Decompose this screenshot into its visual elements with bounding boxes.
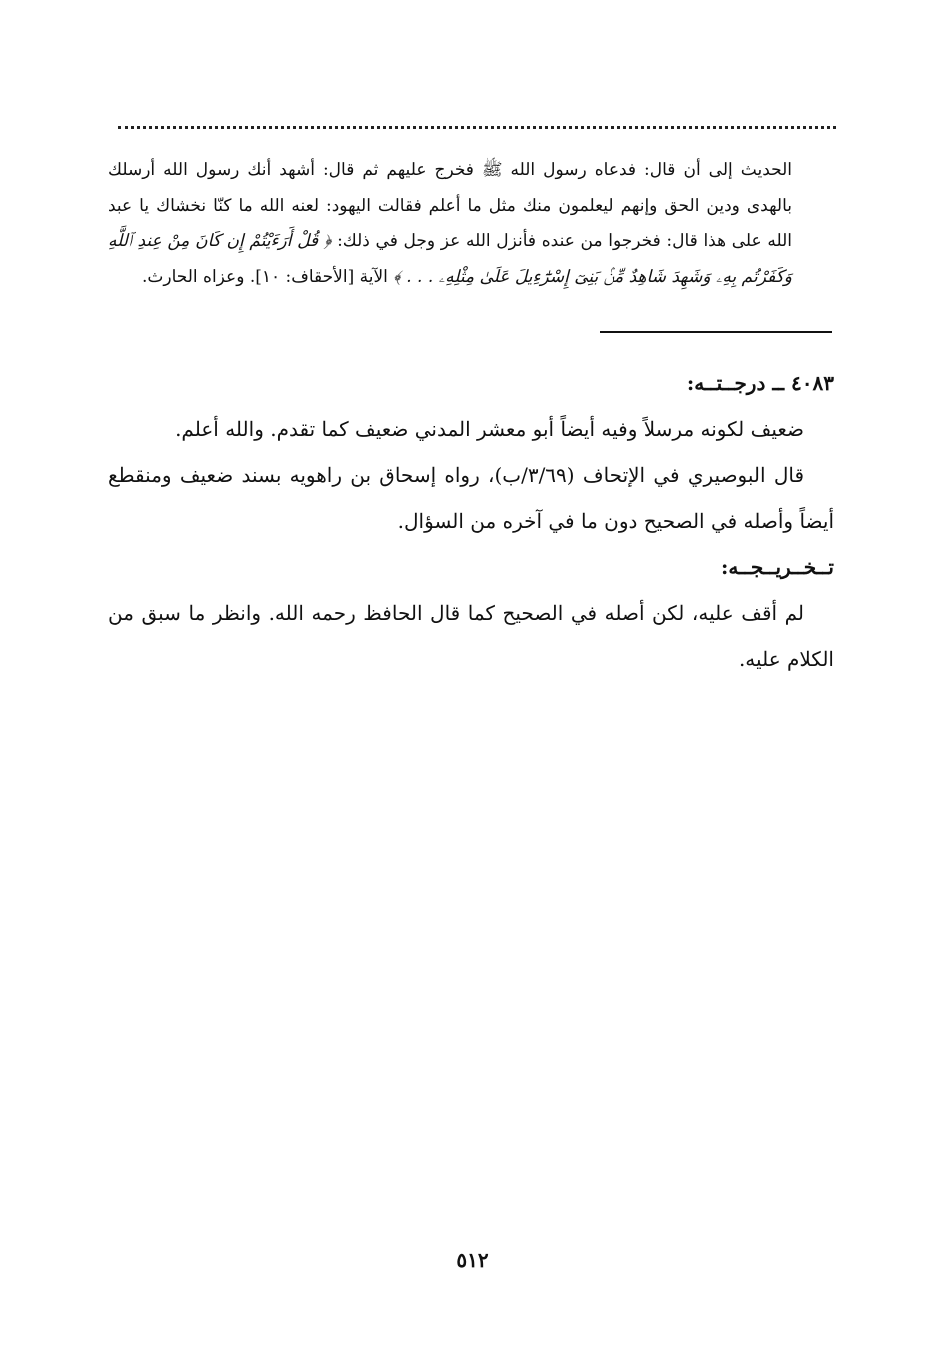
heading-dash: ــ (772, 371, 785, 395)
solid-separator (600, 331, 832, 333)
grade-heading: درجــتــه: (686, 371, 766, 395)
page-number: ٥١٢ (456, 1248, 489, 1272)
quran-verse: ﴿ قُلْ أَرَءَيْتُمْ إِن كَانَ مِنْ عِندِ ٱللَّهِ وَكَفَرْتُم بِهِۦ وَشَهِدَ شَاهِدٌ مِّنۢ بَنِىٓ إِسْرَٰٓءِيلَ عَلَىٰ مِثْلِهِۦ . . . ﴾ (108, 231, 792, 287)
hadith-number: ٤٠٨٣ (791, 371, 834, 395)
dotted-separator (118, 126, 836, 129)
grade-heading-line (108, 360, 834, 406)
takhrij-heading: تــخــريــجــه: (721, 555, 834, 579)
footnote-reference: الآية [الأحقاف: ١٠]. وعزاه الحارث. (141, 266, 388, 287)
footnote-continuation (108, 153, 792, 295)
hadith-commentary (108, 360, 834, 682)
takhrij-text: لم أقف عليه، لكن أصله في الصحيح كما قال الحافظ رحمه الله. وانظر ما سبق من الكلام عليه. (108, 601, 834, 671)
busiri-text: قال البوصيري في الإتحاف (٣/٦٩/ب)، رواه إسحاق بن راهويه بسند ضعيف ومنقطع أيضاً وأصله في الصحيح دون ما في آخره من السؤال. (108, 463, 834, 533)
grade-text: ضعيف لكونه مرسلاً وفيه أيضاً أبو معشر المدني ضعيف كما تقدم. والله أعلم. (175, 417, 804, 441)
footnote-paragraph (108, 153, 792, 295)
footnote-text: الحديث إلى أن قال: فدعاه رسول الله ﷺ فخرج عليهم ثم قال: أشهد أنك رسول الله أرسلك بالهدى ودين الحق وإنهم ليعلمون منك مثل ما أعلم فقالت اليهود: لعنه الله ما كنّا نخشاك يا عبد الله على هذا قال: فخرجوا من عنده فأنزل الله عز وجل في ذلك: (108, 160, 793, 251)
